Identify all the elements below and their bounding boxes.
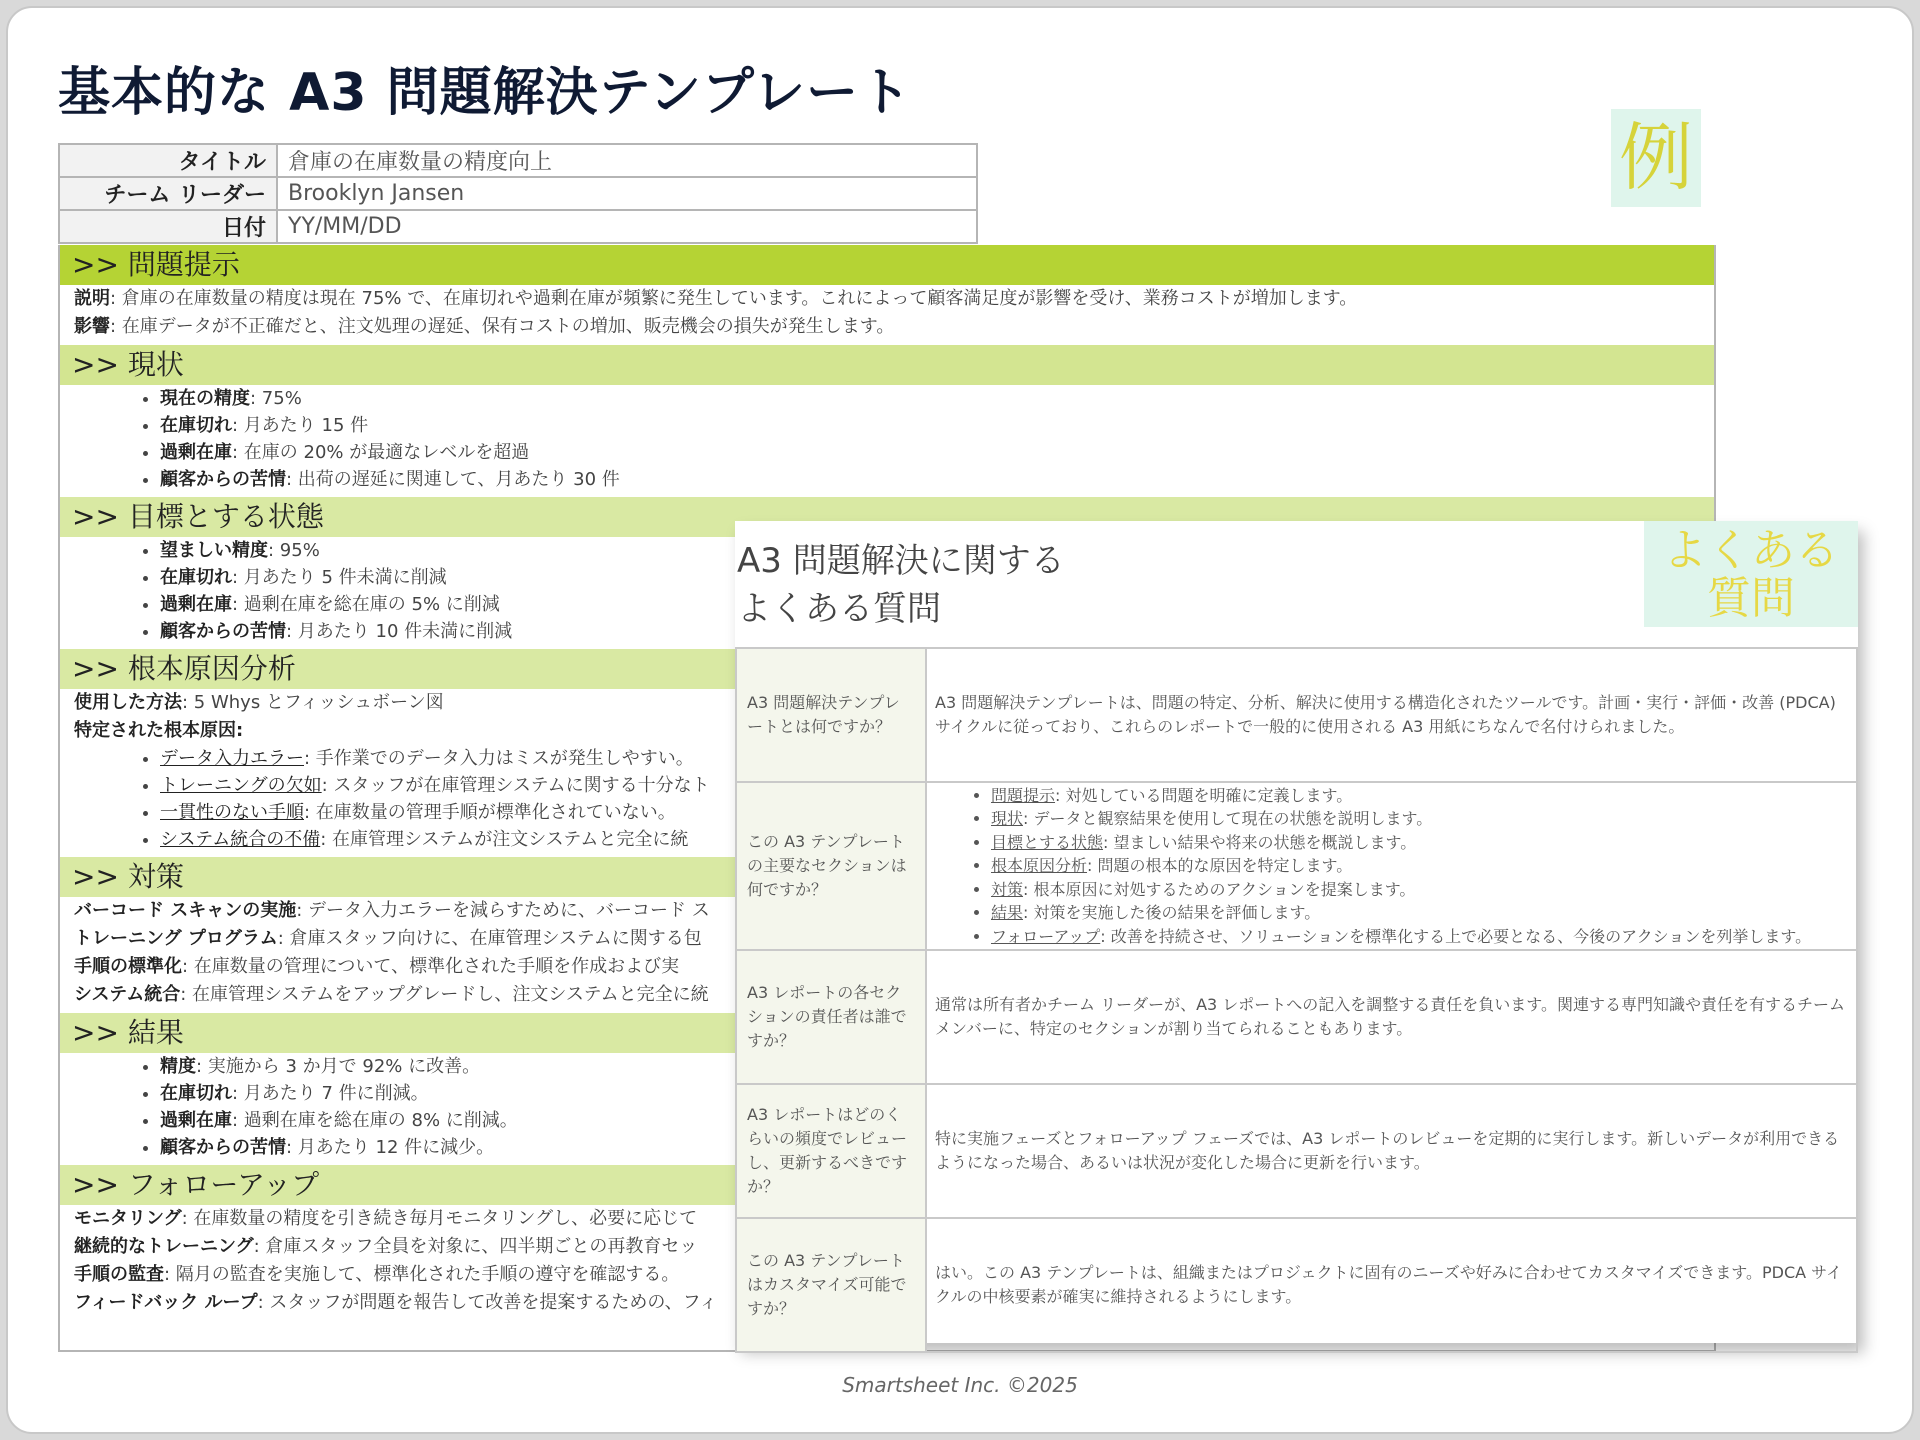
item-label: 在庫切れ <box>160 415 232 436</box>
item-text: : 出荷の遅延に関連して、月あたり 30 件 <box>286 469 620 490</box>
section-heading-problem: >> 問題提示 <box>60 245 1714 285</box>
faq-question: この A3 テンプレートの主要なセクションは何ですか？ <box>736 782 926 950</box>
line-label: 手順の標準化 <box>74 956 182 977</box>
meta-label: 日付 <box>59 210 277 243</box>
list-item <box>991 854 1848 878</box>
meta-row-date <box>59 210 977 243</box>
line-text: : データ入力エラーを減らすために、バーコード ス <box>296 900 710 921</box>
faq-title-line: A3 問題解決に関する <box>737 541 1065 581</box>
line-label: 継続的なトレーニング <box>74 1236 254 1257</box>
item-label: 過剰在庫 <box>160 594 232 615</box>
faq-row <box>736 950 1857 1084</box>
line-label: 手順の監査 <box>74 1264 164 1285</box>
section-heading-followup: >> フォローアップ <box>60 1165 1714 1205</box>
faq-row <box>736 782 1857 950</box>
item-label: フォローアップ <box>991 926 1101 946</box>
faq-question: この A3 テンプレートはカスタマイズ可能ですか？ <box>736 1218 926 1352</box>
list-item <box>160 412 1714 439</box>
section-heading-current: >> 現状 <box>60 345 1714 385</box>
faq-question: A3 レポートはどのくらいの頻度でレビューし、更新するべきですか？ <box>736 1084 926 1218</box>
faq-answer: 通常は所有者かチーム リーダーが、A3 レポートへの記入を調整する責任を負います。関連する専門知識や責任を有するチーム メンバーに、特定のセクションが割り当てられることもあります。 <box>926 950 1857 1084</box>
line-text: : 隔月の監査を実施して、標準化された手順の遵守を確認する。 <box>164 1264 680 1285</box>
list-item <box>991 878 1848 902</box>
item-label: 過剰在庫 <box>160 1110 232 1131</box>
meta-value: 倉庫の在庫数量の精度向上 <box>277 144 977 177</box>
list-item <box>160 385 1714 412</box>
line-label: 特定された根本原因: <box>74 720 244 741</box>
faq-answer: 特に実施フェーズとフォローアップ フェーズでは、A3 レポートのレビューを定期的に実行します。新しいデータが利用できるようになった場合、あるいは状況が変化した場合に更新を行います。 <box>926 1084 1857 1218</box>
item-label: 目標とする状態 <box>991 832 1104 852</box>
item-label: 対策 <box>991 879 1024 899</box>
item-label: 根本原因分析 <box>991 856 1088 876</box>
item-label: 現在の精度 <box>160 388 250 409</box>
item-label: 結果 <box>991 903 1024 923</box>
line-text: : 在庫データが不正確だと、注文処理の遅延、保有コストの増加、販売機会の損失が発生します。 <box>110 316 895 337</box>
meta-table <box>58 143 978 244</box>
faq-row <box>736 1084 1857 1218</box>
item-label: 顧客からの苦情 <box>160 1137 286 1158</box>
line-label: 影響 <box>74 316 110 337</box>
item-label: 望ましい精度 <box>160 540 268 561</box>
meta-row-leader <box>59 177 977 210</box>
faq-badge-line: 質問 <box>1707 573 1795 624</box>
list-item <box>991 925 1848 949</box>
list-item <box>991 831 1848 855</box>
section-heading-target: >> 目標とする状態 <box>60 497 1714 537</box>
section-heading-countermeasures: >> 対策 <box>60 857 1714 897</box>
meta-label: タイトル <box>59 144 277 177</box>
line-label: 説明 <box>74 288 110 309</box>
line-text: : 在庫数量の管理について、標準化された手順を作成および実 <box>182 956 680 977</box>
item-label: 一貫性のない手順 <box>160 802 304 823</box>
faq-answer: はい。この A3 テンプレートは、組織またはプロジェクトに固有のニーズや好みに合わせてカスタマイズできます。PDCA サイクルの中核要素が確実に維持されるようにします。 <box>926 1218 1857 1352</box>
section-heading-root-cause: >> 根本原因分析 <box>60 649 1714 689</box>
line-label: フィードバック ループ <box>74 1292 258 1313</box>
line-text: : 倉庫スタッフ向けに、在庫管理システムに関する包 <box>277 928 702 949</box>
line-text: : 在庫管理システムをアップグレードし、注文システムと完全に統 <box>180 984 709 1005</box>
item-text: : 過剰在庫を総在庫の 5% に削減 <box>232 594 500 615</box>
line-text: : 在庫数量の精度を引き続き毎月モニタリングし、必要に応じて <box>181 1208 698 1229</box>
item-label: 現状 <box>991 809 1024 829</box>
item-text: : 月あたり 7 件に削減。 <box>232 1083 429 1104</box>
item-text: : 在庫数量の管理手順が標準化されていない。 <box>304 802 676 823</box>
section-body-problem <box>60 285 1714 345</box>
line-text: : スタッフが問題を報告して改善を提案するための、フィ <box>257 1292 718 1313</box>
item-text: : 過剰在庫を総在庫の 8% に削減。 <box>232 1110 518 1131</box>
item-label: 問題提示 <box>991 785 1056 805</box>
list-item <box>160 466 1714 493</box>
faq-row <box>736 648 1857 782</box>
item-text: : データと観察結果を使用して現在の状態を説明します。 <box>1023 809 1433 829</box>
item-text: : 月あたり 5 件未満に削減 <box>232 567 447 588</box>
item-label: 顧客からの苦情 <box>160 469 286 490</box>
list-item <box>160 439 1714 466</box>
item-text: : 75% <box>250 388 302 409</box>
line-label: モニタリング <box>74 1208 182 1229</box>
faq-badge <box>1644 521 1858 627</box>
faq-row <box>736 1218 1857 1352</box>
item-label: 在庫切れ <box>160 567 232 588</box>
line-label: トレーニング プログラム <box>74 928 278 949</box>
meta-value: Brooklyn Jansen <box>277 177 977 210</box>
problem-line <box>74 285 1714 313</box>
item-text: : 月あたり 12 件に減少。 <box>286 1137 495 1158</box>
item-label: 顧客からの苦情 <box>160 621 286 642</box>
item-text: : 95% <box>268 540 320 561</box>
item-text: : 改善を持続させ、ソリューションを標準化する上で必要となる、今後のアクションを列挙します。 <box>1100 926 1812 946</box>
item-text: : 手作業でのデータ入力はミスが発生しやすい。 <box>304 748 694 769</box>
faq-badge-line: よくある <box>1663 525 1839 576</box>
page-frame <box>6 6 1914 1434</box>
problem-line <box>74 313 1714 341</box>
line-text: : 倉庫の在庫数量の精度は現在 75% で、在庫切れや過剰在庫が頻繁に発生しています。これによって顧客満足度が影響を受け、業務コストが増加します。 <box>110 288 1358 309</box>
item-text: : 望ましい結果や将来の状態を概説します。 <box>1103 832 1417 852</box>
item-text: : 対処している問題を明確に定義します。 <box>1055 785 1353 805</box>
faq-question: A3 問題解決テンプレートとは何ですか？ <box>736 648 926 782</box>
line-label: 使用した方法 <box>74 692 182 713</box>
list-item <box>991 807 1848 831</box>
line-text: : 倉庫スタッフ全員を対象に、四半期ごとの再教育セッ <box>253 1236 698 1257</box>
faq-question: A3 レポートの各セクションの責任者は誰ですか？ <box>736 950 926 1084</box>
faq-title <box>737 537 1065 633</box>
footer-copyright: Smartsheet Inc. ©2025 <box>842 1373 1078 1397</box>
section-heading-results: >> 結果 <box>60 1013 1714 1053</box>
item-label: 精度 <box>160 1056 196 1077</box>
page-title: 基本的な A3 問題解決テンプレート <box>58 63 912 123</box>
list-item <box>991 784 1848 808</box>
meta-row-title <box>59 144 977 177</box>
line-text: : 5 Whys とフィッシュボーン図 <box>182 692 444 713</box>
item-text: : 月あたり 15 件 <box>232 415 369 436</box>
meta-value: YY/MM/DD <box>277 210 977 243</box>
example-badge: 例 <box>1611 109 1701 207</box>
faq-title-line: よくある質問 <box>737 589 941 629</box>
item-text: : 根本原因に対処するためのアクションを提案します。 <box>1023 879 1416 899</box>
faq-table <box>735 647 1858 1353</box>
item-text: : 実施から 3 か月で 92% に改善。 <box>196 1056 481 1077</box>
faq-answer: A3 問題解決テンプレートは、問題の特定、分析、解決に使用する構造化されたツールです。計画・実行・評価・改善 (PDCA) サイクルに従っており、これらのレポートで一般的に使用される A3 用紙にちなんで名付けられました。 <box>926 648 1857 782</box>
section-body-current <box>60 385 1714 497</box>
item-text: : スタッフが在庫管理システムに関する十分なト <box>321 775 710 796</box>
meta-label: チーム リーダー <box>59 177 277 210</box>
item-text: : 対策を実施した後の結果を評価します。 <box>1023 903 1321 923</box>
item-label: データ入力エラー <box>160 748 304 769</box>
list-item <box>991 901 1848 925</box>
faq-panel <box>735 521 1858 1343</box>
item-label: 在庫切れ <box>160 1083 232 1104</box>
item-text: : 在庫管理システムが注文システムと完全に統 <box>320 829 689 850</box>
item-text: : 問題の根本的な原因を特定します。 <box>1087 856 1353 876</box>
line-label: バーコード スキャンの実施 <box>74 900 297 921</box>
item-label: 過剰在庫 <box>160 442 232 463</box>
item-text: : 月あたり 10 件未満に削減 <box>286 621 513 642</box>
faq-answer <box>926 782 1857 950</box>
item-label: トレーニングの欠如 <box>160 775 322 796</box>
line-label: システム統合 <box>74 984 181 1005</box>
item-text: : 在庫の 20% が最適なレベルを超過 <box>232 442 530 463</box>
item-label: システム統合の不備 <box>160 829 321 850</box>
